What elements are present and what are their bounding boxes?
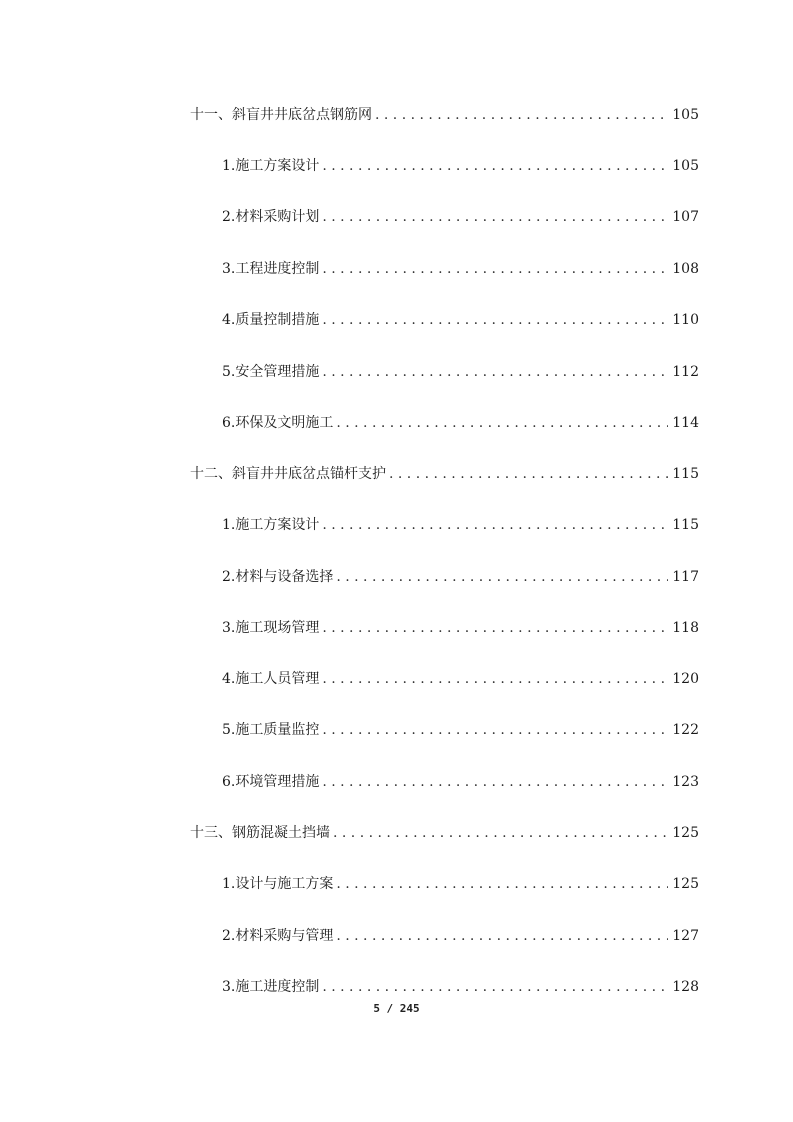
toc-entry-label: 6.环境管理措施 <box>222 774 320 790</box>
toc-leader-dots <box>389 465 668 483</box>
toc-entry-page: 115 <box>672 517 699 533</box>
toc-entry-label: 5.施工质量监控 <box>222 722 320 738</box>
toc-entry[interactable] <box>190 106 699 124</box>
toc-entry[interactable] <box>222 311 699 329</box>
toc-entry[interactable] <box>222 363 699 381</box>
toc-entry-page: 110 <box>672 312 699 328</box>
toc-leader-dots <box>322 208 668 226</box>
toc-leader-dots <box>322 670 668 688</box>
toc-entry[interactable] <box>222 208 699 226</box>
toc-entry-label: 6.环保及文明施工 <box>222 415 334 431</box>
toc-leader-dots <box>322 978 668 996</box>
toc-leader-dots <box>336 927 668 945</box>
toc-entry-label: 1.设计与施工方案 <box>222 876 334 892</box>
toc-entry[interactable] <box>222 773 699 791</box>
toc-entry-page: 125 <box>672 876 699 892</box>
toc-entry-label: 十三、钢筋混凝土挡墙 <box>190 825 330 841</box>
toc-entry[interactable] <box>222 978 699 996</box>
toc-entry-label: 十二、斜盲井井底岔点锚杆支护 <box>190 466 386 482</box>
toc-entry-page: 127 <box>672 928 699 944</box>
toc-entry-page: 120 <box>672 671 699 687</box>
toc-entry-label: 1.施工方案设计 <box>222 517 320 533</box>
toc-entry-page: 115 <box>672 466 699 482</box>
toc-entry[interactable] <box>222 721 699 739</box>
toc-entry-label: 2.材料采购与管理 <box>222 928 334 944</box>
toc-leader-dots <box>322 619 668 637</box>
toc-entry-label: 3.施工进度控制 <box>222 979 320 995</box>
toc-leader-dots <box>322 260 668 278</box>
toc-entry-label: 十一、斜盲井井底岔点钢筋网 <box>190 107 372 123</box>
toc-entry-label: 2.材料与设备选择 <box>222 569 334 585</box>
toc-entry-page: 112 <box>672 364 699 380</box>
toc-leader-dots <box>336 414 668 432</box>
toc-entry-page: 128 <box>672 979 699 995</box>
toc-entry[interactable] <box>190 824 699 842</box>
toc-entry[interactable] <box>222 157 699 175</box>
toc-entry[interactable] <box>222 927 699 945</box>
toc-entry-label: 1.施工方案设计 <box>222 158 320 174</box>
toc-entry[interactable] <box>222 568 699 586</box>
toc-entry-page: 105 <box>672 107 699 123</box>
toc-entry-page: 105 <box>672 158 699 174</box>
toc-entry[interactable] <box>190 465 699 483</box>
toc-leader-dots <box>322 721 668 739</box>
toc-entry-page: 107 <box>672 209 699 225</box>
toc-entry-page: 114 <box>672 415 699 431</box>
toc-entry-label: 2.材料采购计划 <box>222 209 320 225</box>
toc-leader-dots <box>322 157 668 175</box>
toc-leader-dots <box>333 824 668 842</box>
toc-entry[interactable] <box>222 414 699 432</box>
toc-leader-dots <box>322 363 668 381</box>
toc-entry[interactable] <box>222 619 699 637</box>
toc-entry-label: 4.施工人员管理 <box>222 671 320 687</box>
toc-leader-dots <box>322 311 668 329</box>
toc-entry-page: 108 <box>672 261 699 277</box>
page-number-indicator: 5 / 245 <box>373 1002 420 1015</box>
toc-entry[interactable] <box>222 260 699 278</box>
toc-entry-label: 3.工程进度控制 <box>222 261 320 277</box>
toc-leader-dots <box>336 875 668 893</box>
toc-leader-dots <box>375 106 668 124</box>
toc-entry-label: 4.质量控制措施 <box>222 312 320 328</box>
toc-leader-dots <box>336 568 668 586</box>
toc-entry-label: 5.安全管理措施 <box>222 364 320 380</box>
toc-entry-page: 125 <box>672 825 699 841</box>
toc-leader-dots <box>322 516 668 534</box>
toc-entry-label: 3.施工现场管理 <box>222 620 320 636</box>
toc-entry[interactable] <box>222 875 699 893</box>
toc-leader-dots <box>322 773 668 791</box>
toc-entry[interactable] <box>222 516 699 534</box>
toc-entry-page: 122 <box>672 722 699 738</box>
toc-entry-page: 118 <box>672 620 699 636</box>
toc-entry-page: 117 <box>672 569 699 585</box>
toc-entry-page: 123 <box>672 774 699 790</box>
toc-entry[interactable] <box>222 670 699 688</box>
